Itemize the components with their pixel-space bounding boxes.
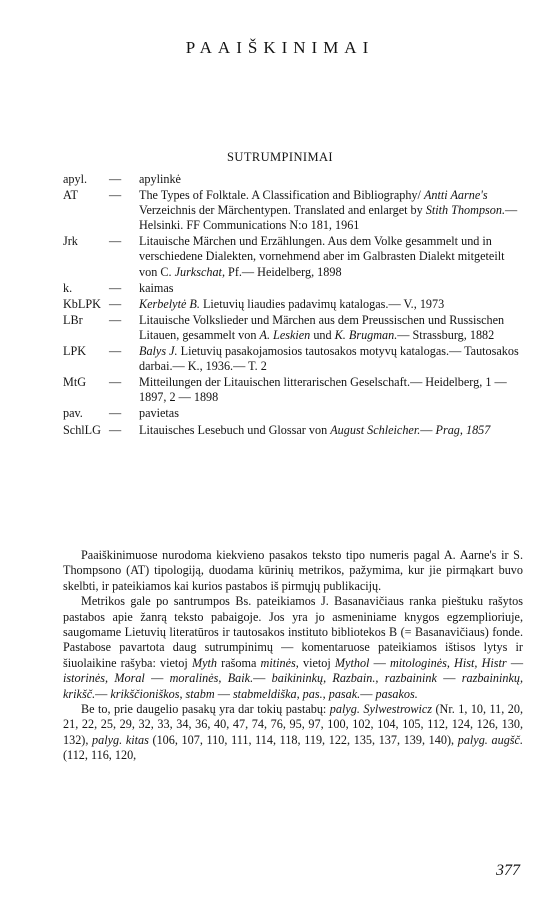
paragraph-segment: rašoma xyxy=(217,655,261,670)
definition-segment: pavietas xyxy=(139,406,179,421)
abbreviation-entry xyxy=(63,281,523,296)
abbreviation-entry xyxy=(63,344,523,374)
abbreviation-entry xyxy=(63,297,523,312)
definition-segment: K. Brugman. xyxy=(334,327,398,342)
definition-dash: — xyxy=(109,422,122,437)
commentary-paragraph xyxy=(63,702,523,764)
definition-segment: Verzeichnis der Märchentypen. Translated and enlarget by xyxy=(139,203,426,218)
abbreviation-key: pav. xyxy=(63,406,83,421)
paragraph-segment: — xyxy=(214,686,233,701)
abbreviation-entry xyxy=(63,172,523,187)
paragraph-segment: razbaininkų, krikšč. xyxy=(63,671,524,701)
definition-segment: A. Leskien xyxy=(259,327,311,342)
abbreviation-key: AT xyxy=(63,188,78,203)
abbreviation-entry xyxy=(63,423,523,438)
abbreviation-key: MtG xyxy=(63,375,87,390)
paragraph-segment: — xyxy=(369,655,390,670)
definition-dash: — xyxy=(109,406,122,421)
paragraph-segment: stabmeldiška, pas., pasak. xyxy=(232,686,361,701)
definition-segment: Antti Aarne's xyxy=(423,188,488,203)
paragraph-segment: palyg. augšč. xyxy=(457,732,523,747)
abbreviation-entry xyxy=(63,375,523,405)
abbreviation-definition xyxy=(109,423,523,438)
commentary-body xyxy=(63,548,523,764)
paragraph-segment: mitinės, xyxy=(260,655,299,670)
definition-segment: — xyxy=(420,422,436,437)
abbreviation-key: apyl. xyxy=(63,172,88,186)
abbreviation-definition xyxy=(109,406,523,421)
abbreviation-definition xyxy=(109,281,523,296)
abbreviation-entry xyxy=(63,188,523,233)
definition-dash: — xyxy=(109,312,122,327)
paragraph-segment: Mythol xyxy=(334,655,370,670)
paragraph-segment: palyg. Sylwestrowicz xyxy=(329,702,432,717)
definition-segment: Stith Thompson. xyxy=(425,203,506,218)
paragraph-segment: mitologinės, Hist, Histr xyxy=(389,655,507,670)
paragraph-segment: — xyxy=(506,655,524,670)
abbreviation-definition xyxy=(109,297,523,312)
definition-segment: und xyxy=(310,327,335,342)
paragraph-segment: pasakos. xyxy=(375,686,418,701)
definition-segment: Prag, 1857 xyxy=(435,422,491,437)
abbreviation-key: KbLPK xyxy=(63,296,101,311)
definition-dash: — xyxy=(109,344,122,359)
definition-segment: August Schleicher. xyxy=(330,422,421,437)
paragraph-segment: (112, 116, 120, xyxy=(63,748,137,763)
section-heading: SUTRUMPINIMAI xyxy=(227,150,333,164)
running-title: PAAIŠKINIMAI xyxy=(185,38,375,57)
paragraph-segment: moralinės, Baik. xyxy=(169,671,254,686)
definition-segment: Litauische Volkslieder und Märchen aus dem Preussischen und Russischen Litauen, gesammelt von xyxy=(139,312,505,342)
definition-dash: — xyxy=(109,375,122,390)
definition-segment: Lietuvių pasakojamosios tautosakos motyvų katalogas.— Tautosakos darbai.— K., 1936.— T. 2 xyxy=(139,344,519,374)
commentary-paragraph xyxy=(63,548,523,594)
abbreviation-key: LBr xyxy=(63,312,83,327)
paragraph-segment: Be to, prie daugelio pasakų yra dar tokių pastabų: xyxy=(81,702,330,717)
paragraph-segment: krikščioniškos, stabm xyxy=(110,686,215,701)
abbreviation-definition xyxy=(109,313,523,343)
paragraph-segment: (Nr. 1, 10, 11, 20, 21, 22, 25, 29, 32, 33, 34, 36, 40, 47, 74, 76, 95, 97, 100, 102, 104, 105, 112, 124, 126, 130, 132), xyxy=(63,702,524,747)
paragraph-segment: Metrikos gale po santrumpos Bs. pateikiamos J. Basanavičiaus ranka pieštuku rašytos pastabos apie žanrą teksto pabaigoje. Jos yra jo asmeniniame knygos egzemplioriuje, saugomame Lietuvių literatūros ir tautosakos instituto bibliotekos B (= Basanavičiaus) fonde. Pastabose pavartota daug sutrumpinimų — komentaruose pateikiamos ištisos lytys ir šiuolaikine rašyba: vietoj xyxy=(63,594,523,670)
paragraph-segment: — xyxy=(360,686,376,701)
abbreviation-key: LPK xyxy=(63,344,87,359)
abbreviation-key: k. xyxy=(63,280,73,295)
page-number: 377 xyxy=(496,862,520,879)
paragraph-segment: Paaiškinimuose nurodoma kiekvieno pasakos teksto tipo numeris pagal A. Aarne's ir S. Thompsono (AT) tipologiją, duodama kūrinių metrikos, pažymima, kur jie pirmąkart buvo skelbti, ir pateikiamos kai kurios pastabos iš pirmųjų publikacijų. xyxy=(63,548,523,593)
abbreviation-definition xyxy=(109,172,523,187)
paragraph-segment: Myth xyxy=(191,655,217,670)
paragraph-segment: (106, 107, 110, 111, 114, 118, 119, 122, 135, 137, 139, 140), xyxy=(148,732,458,747)
definition-segment: Litauisches Lesebuch und Glossar von xyxy=(139,422,331,437)
definition-segment: Balys J. xyxy=(139,344,178,359)
definition-segment: The Types of Folktale. A Classification and Bibliography/ xyxy=(139,188,424,203)
definition-segment: Mitteilungen der Litauischen litterarischen Geselschaft.— Heidelberg, 1 — 1897, 2 — 1898 xyxy=(139,375,507,405)
definition-segment: Litauische Märchen und Erzählungen. Aus dem Volke gesammelt und in verschiedene Dialekten, vornehmend aber im Galbrasten Dialekt mitgeteilt von C. xyxy=(139,234,505,279)
definition-segment: Pf.— Heidelberg, 1898 xyxy=(225,264,342,279)
commentary-paragraph xyxy=(63,594,523,702)
paragraph-segment: istorinės, Moral xyxy=(63,671,145,686)
definition-dash: — xyxy=(109,280,122,295)
abbreviation-entry xyxy=(63,313,523,343)
paragraph-segment: — xyxy=(144,671,170,686)
paragraph-segment: — xyxy=(253,671,272,686)
abbreviation-list xyxy=(63,172,523,439)
paragraph-segment: vietoj xyxy=(298,655,335,670)
abbreviation-key: SchlLG xyxy=(63,422,101,437)
paragraph-segment: palyg. kitas xyxy=(92,732,149,747)
definition-dash: — xyxy=(109,172,122,186)
paragraph-segment: — xyxy=(95,686,111,701)
definition-segment: Kerbelytė B. xyxy=(139,296,200,311)
definition-segment: — Strassburg, 1882 xyxy=(397,327,495,342)
abbreviation-entry xyxy=(63,234,523,279)
definition-segment: Jurkschat, xyxy=(174,264,225,279)
abbreviation-definition xyxy=(109,375,523,405)
definition-segment: apylinkė xyxy=(139,172,181,186)
definition-dash: — xyxy=(109,234,122,249)
definition-dash: — xyxy=(109,188,122,203)
abbreviation-entry xyxy=(63,406,523,421)
definition-segment: — Helsinki. FF Communications N:o 181, 1961 xyxy=(139,203,518,233)
definition-segment: kaimas xyxy=(139,280,174,295)
abbreviation-definition xyxy=(109,344,523,374)
abbreviation-key: Jrk xyxy=(63,234,78,249)
paragraph-segment: — xyxy=(436,671,462,686)
definition-segment: Lietuvių liaudies padavimų katalogas.— V., 1973 xyxy=(199,296,445,311)
abbreviation-definition xyxy=(109,188,523,233)
paragraph-segment: baikininkų, Razbain., razbainink xyxy=(271,671,437,686)
definition-dash: — xyxy=(109,296,122,311)
abbreviation-definition xyxy=(109,234,523,279)
